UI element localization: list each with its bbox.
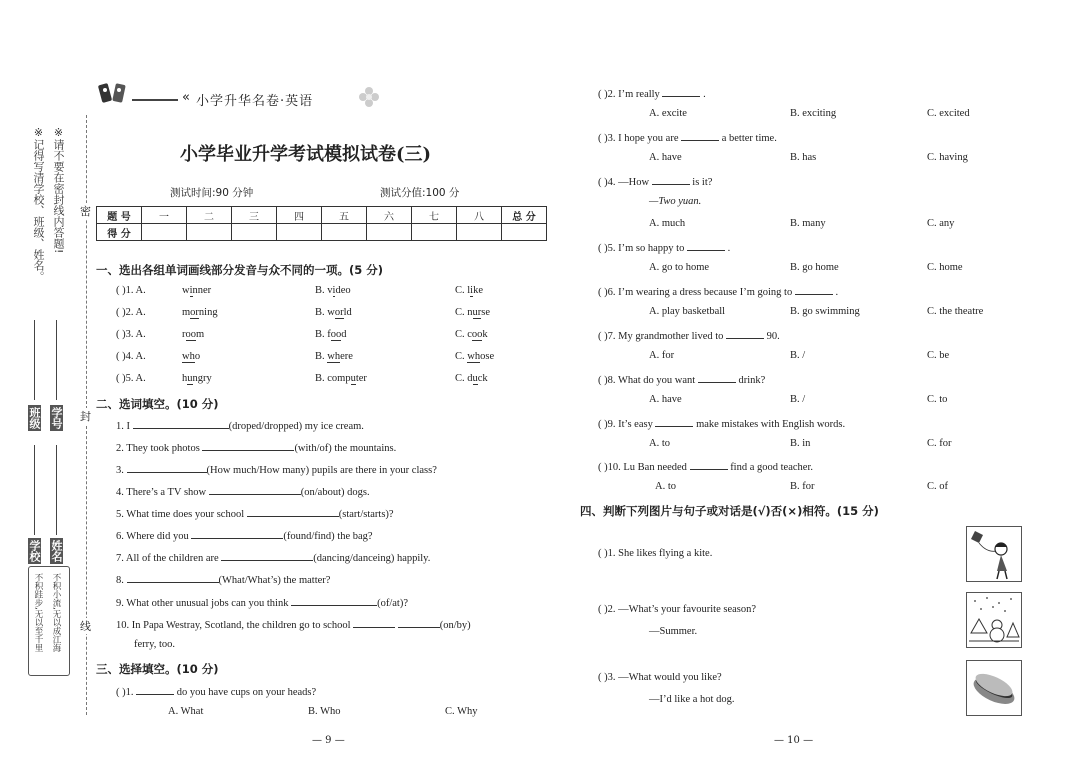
option-a[interactable]: A. What (168, 706, 204, 717)
proverb-left: 不积跬步,无以至千里 (33, 573, 43, 653)
girl-kite-icon (966, 526, 1022, 582)
proverb-right: 不积小流,无以成江海 (51, 573, 61, 653)
option-b[interactable]: B. world (315, 307, 352, 318)
score-cell[interactable] (502, 224, 547, 241)
fill-item: 10. In Papa Westray, Scotland, the children go to school (on/by) (116, 617, 471, 631)
score-row-label: 得 分 (97, 224, 142, 241)
score-cell[interactable] (367, 224, 412, 241)
option-b[interactable]: B. / (790, 350, 806, 361)
choice-question-line2: —Two yuan. (649, 196, 702, 207)
choice-question: ( )3. I hope you are a better time. (598, 130, 777, 144)
fill-item: 8. (What/What’s) the matter? (116, 572, 330, 586)
field-number-label: 学号 (50, 407, 63, 429)
score-col: 六 (367, 207, 412, 224)
option-b[interactable]: B. for (790, 481, 815, 492)
choice-question: ( )10. Lu Ban needed find a good teacher. (598, 459, 813, 473)
answer-blank[interactable] (127, 462, 207, 473)
choice-question: ( )7. My grandmother lived to 90. (598, 328, 780, 342)
option-b[interactable]: B. many (790, 218, 826, 229)
choice-question: ( )1. do you have cups on your heads? (116, 684, 316, 698)
fill-item: 7. All of the children are (dancing/danceing) happily. (116, 550, 430, 564)
score-col: 四 (277, 207, 322, 224)
option-a[interactable]: winner (182, 285, 212, 296)
option-c[interactable]: C. whose (455, 351, 495, 362)
margin-note-no-answer: ※请不要在密封线内答题! (52, 126, 65, 254)
option-c[interactable]: C. duck (455, 373, 488, 384)
answer-blank[interactable] (795, 284, 833, 295)
option-a[interactable]: A. excite (649, 108, 687, 119)
choice-question: ( )6. I’m wearing a dress because I’m going to . (598, 284, 838, 298)
score-cell[interactable] (142, 224, 187, 241)
option-b[interactable]: B. Who (308, 706, 341, 717)
exam-total: 测试分值:100 分 (380, 187, 460, 199)
option-a[interactable]: morning (182, 307, 218, 318)
page-number-left: — 9 — (312, 735, 345, 746)
pencil-mascot-icon (96, 82, 132, 108)
option-b[interactable]: B. video (315, 285, 351, 296)
score-col-total: 总 分 (502, 207, 547, 224)
option-c[interactable]: C. home (927, 262, 963, 273)
option-c[interactable]: C. like (455, 285, 484, 296)
answer-blank[interactable] (221, 550, 313, 561)
option-a[interactable]: A. to (655, 481, 676, 492)
hot-dog-icon (966, 660, 1022, 716)
section1-heading: 一、选出各组单词画线部分发音与众不同的一项。(5 分) (96, 263, 384, 277)
margin-area (20, 120, 80, 720)
option-a[interactable]: A. much (649, 218, 686, 229)
option-c[interactable]: C. to (927, 394, 948, 405)
option-b[interactable]: B. exciting (790, 108, 837, 119)
score-table-header-row (97, 207, 547, 224)
score-col: 八 (457, 207, 502, 224)
answer-blank[interactable] (681, 130, 719, 141)
judge-question: ( )3. —What would you like? (598, 672, 722, 683)
fill-item-continued: ferry, too. (134, 639, 176, 650)
judge-question: ( )1. She likes flying a kite. (598, 548, 713, 559)
proverb-box (28, 566, 70, 676)
answer-blank[interactable] (202, 440, 294, 451)
choice-question: ( )5. I’m so happy to . (598, 240, 730, 254)
phonics-num: ( )1. A. (116, 285, 146, 296)
option-a[interactable]: A. have (649, 394, 682, 405)
exam-time: 测试时间:90 分钟 (170, 187, 254, 199)
option-c[interactable]: C. the theatre (927, 306, 984, 317)
field-class-label: 班级 (28, 407, 41, 429)
section2-heading: 二、选词填空。(10 分) (96, 397, 219, 411)
choice-question: ( )4. —How is it? (598, 174, 712, 188)
answer-blank[interactable] (655, 416, 693, 427)
answer-blank[interactable] (291, 595, 377, 606)
brand-title: 小学升华名卷·英语 (196, 94, 314, 109)
fill-item: 6. Where did you (found/find) the bag? (116, 528, 373, 542)
section3-heading: 三、选择填空。(10 分) (96, 662, 219, 676)
option-a[interactable]: room (182, 329, 205, 340)
score-col: 七 (412, 207, 457, 224)
seal-char-xian: 线 (80, 620, 91, 633)
answer-blank[interactable] (690, 459, 728, 470)
phonics-num: ( )5. A. (116, 373, 146, 384)
phonics-num: ( )2. A. (116, 307, 146, 318)
margin-note-write-info: ※记得写清学校、班级、姓名。 (32, 126, 45, 282)
score-cell[interactable] (457, 224, 502, 241)
snow-scene-icon (966, 592, 1022, 648)
score-cell[interactable] (187, 224, 232, 241)
field-name-label: 姓名 (50, 540, 63, 562)
option-a[interactable]: A. to (649, 438, 670, 449)
phonics-num: ( )4. A. (116, 351, 146, 362)
score-table-score-row (97, 224, 547, 241)
option-c[interactable]: C. having (927, 152, 968, 163)
fill-item: 2. They took photos (with/of) the mountains. (116, 440, 396, 454)
phonics-num: ( )3. A. (116, 329, 146, 340)
judge-question-line2: —I’d like a hot dog. (649, 694, 735, 705)
flower-decoration-icon (358, 86, 380, 108)
score-col: 二 (187, 207, 232, 224)
fill-item: 5. What time does your school (start/starts)? (116, 506, 394, 520)
answer-blank[interactable] (209, 484, 301, 495)
score-cell[interactable] (412, 224, 457, 241)
option-a[interactable]: hungry (182, 373, 212, 384)
option-a[interactable]: A. go to home (649, 262, 710, 273)
field-school-label: 学校 (28, 540, 41, 562)
section4-heading: 四、判断下列图片与句子或对话是(√)否(×)相符。(15 分) (580, 504, 879, 518)
option-b[interactable]: B. in (790, 438, 811, 449)
brand-header (96, 82, 396, 112)
score-col: 三 (232, 207, 277, 224)
option-b[interactable]: B. go swimming (790, 306, 860, 317)
option-c[interactable]: C. of (927, 481, 948, 492)
choice-question: ( )8. What do you want drink? (598, 372, 765, 386)
choice-question: ( )2. I’m really . (598, 86, 706, 100)
option-c[interactable]: C. any (927, 218, 955, 229)
answer-blank[interactable] (127, 572, 219, 583)
answer-blank[interactable] (698, 372, 736, 383)
judge-question-line2: —Summer. (649, 626, 698, 637)
brand-chevrons: « (182, 90, 190, 105)
option-a[interactable]: who (182, 351, 201, 362)
page-number-right: — 10 — (774, 735, 814, 746)
option-b[interactable]: B. / (790, 394, 806, 405)
score-cell[interactable] (277, 224, 322, 241)
fill-item: 4. There’s a TV show (on/about) dogs. (116, 484, 370, 498)
answer-blank[interactable] (652, 174, 690, 185)
score-col: 五 (322, 207, 367, 224)
fill-item: 1. I (droped/dropped) my ice cream. (116, 418, 364, 432)
score-cell[interactable] (232, 224, 277, 241)
score-cell[interactable] (322, 224, 367, 241)
fill-item: 9. What other unusual jobs can you think (of/at)? (116, 595, 408, 609)
answer-blank[interactable] (353, 617, 395, 628)
answer-blank[interactable] (136, 684, 174, 695)
answer-blank[interactable] (191, 528, 283, 539)
exam-title: 小学毕业升学考试模拟试卷(三) (180, 144, 432, 165)
seal-char-mi: 密 (80, 205, 91, 218)
score-col: 一 (142, 207, 187, 224)
option-c[interactable]: C. cook (455, 329, 488, 340)
judge-question: ( )2. —What’s your favourite season? (598, 604, 757, 615)
option-b[interactable]: B. where (315, 351, 353, 362)
fill-item: 3. (How much/How many) pupils are there in your class? (116, 462, 437, 476)
answer-blank[interactable] (133, 418, 229, 429)
option-b[interactable]: B. has (790, 152, 817, 163)
option-c[interactable]: C. nurse (455, 307, 491, 318)
answer-blank[interactable] (662, 86, 700, 97)
answer-blank[interactable] (247, 506, 339, 517)
choice-question: ( )9. It’s easy make mistakes with English words. (598, 416, 845, 430)
option-c[interactable]: C. excited (927, 108, 970, 119)
option-c[interactable]: C. be (927, 350, 950, 361)
option-a[interactable]: A. for (649, 350, 675, 361)
option-c[interactable]: C. for (927, 438, 952, 449)
answer-blank[interactable] (726, 328, 764, 339)
score-col-label: 题 号 (97, 207, 142, 224)
answer-blank[interactable] (398, 617, 440, 628)
answer-blank[interactable] (687, 240, 725, 251)
option-b[interactable]: B. computer (315, 373, 367, 384)
option-b[interactable]: B. food (315, 329, 347, 340)
seal-char-feng: 封 (80, 410, 91, 423)
score-table (96, 206, 547, 241)
option-b[interactable]: B. go home (790, 262, 839, 273)
option-a[interactable]: A. play basketball (649, 306, 726, 317)
option-a[interactable]: A. have (649, 152, 682, 163)
option-c[interactable]: C. Why (445, 706, 478, 717)
